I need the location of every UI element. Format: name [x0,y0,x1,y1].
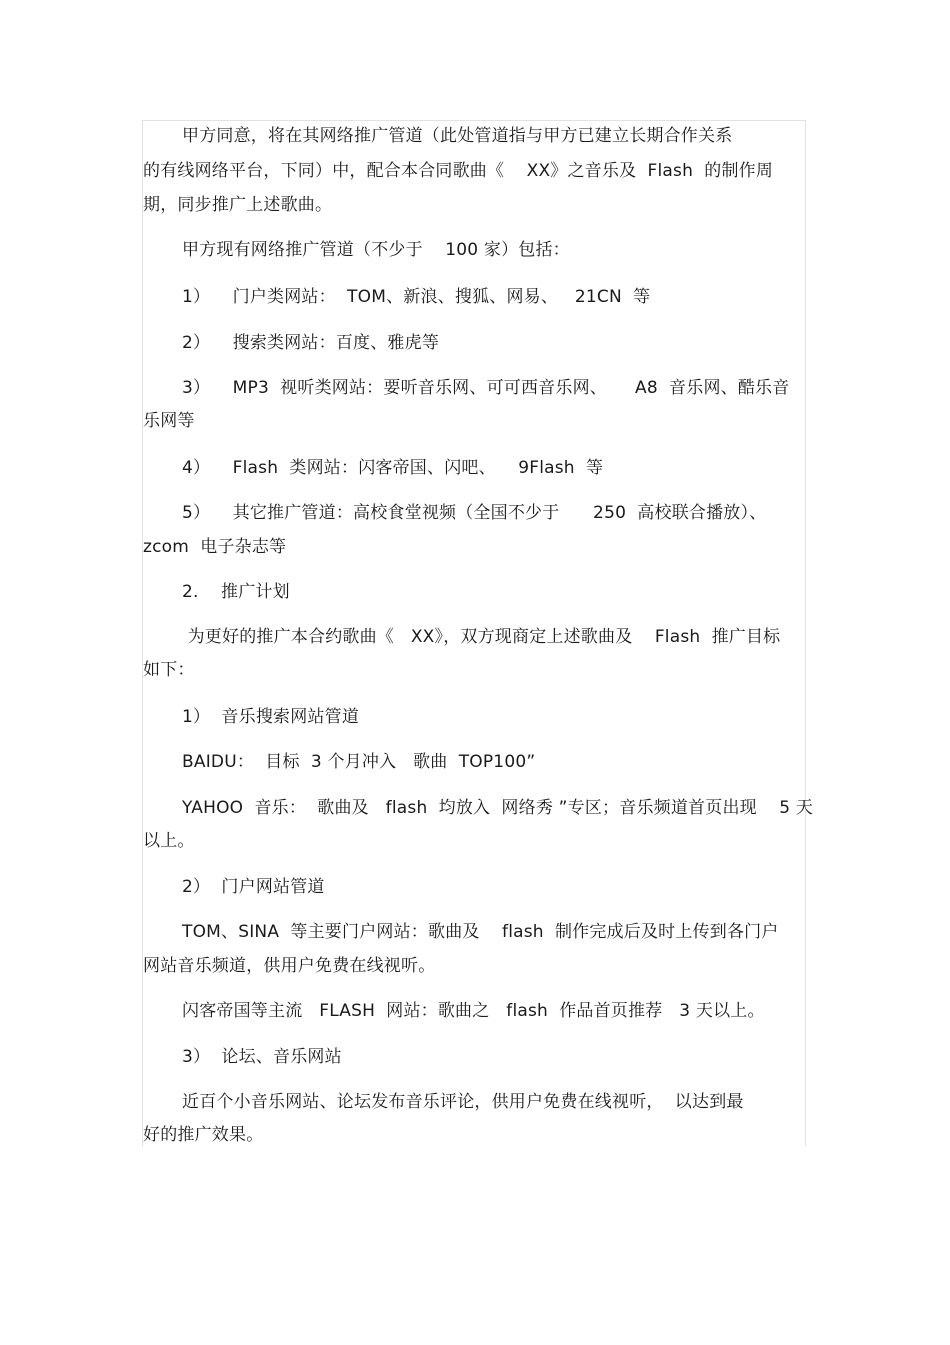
paragraph-line: 期，同步推广上述歌曲。 [143,195,333,215]
list-item: 3） MP3 视听类网站：要听音乐网、可可西音乐网、 A8 音乐网、酷乐音 [182,378,790,398]
paragraph-line: 以上。 [143,831,195,851]
paragraph-line: BAIDU： 目标 3 个月冲入 歌曲 TOP100” [182,752,536,772]
paragraph-line: 为更好的推广本合约歌曲《 XX》，双方现商定上述歌曲及 Flash 推广目标 [182,627,781,647]
paragraph-line: 好的推广效果。 [143,1125,264,1145]
paragraph-line: 甲方现有网络推广管道（不少于 100 家）包括： [182,240,570,260]
paragraph-line: YAHOO 音乐： 歌曲及 flash 均放入 网络秀 ”专区；音乐频道首页出现 5 天 [182,798,814,818]
subsection-heading: 1） 音乐搜索网站管道 [182,707,360,727]
paragraph-line: 甲方同意，将在其网络推广管道（此处管道指与甲方已建立长期合作关系 [182,126,733,146]
paragraph-line: 如下： [143,660,195,680]
list-item: 乐网等 [143,411,195,431]
list-item: 2） 搜索类网站：百度、雅虎等 [182,333,440,353]
list-item: 4） Flash 类网站：闪客帝国、闪吧、 9Flash 等 [182,458,604,478]
paragraph-line: 网站音乐频道，供用户免费在线视听。 [143,956,436,976]
paragraph-line: 的有线网络平台，下同）中，配合本合同歌曲《 XX》之音乐及 Flash 的制作周 [143,161,774,181]
subsection-heading: 3） 论坛、音乐网站 [182,1047,342,1067]
subsection-heading: 2） 门户网站管道 [182,877,325,897]
paragraph-line: 闪客帝国等主流 FLASH 网站：歌曲之 flash 作品首页推荐 3 天以上。 [182,1001,765,1021]
list-item: zcom 电子杂志等 [143,537,287,557]
paragraph-line: TOM、SINA 等主要门户网站：歌曲及 flash 制作完成后及时上传到各门户 [182,922,779,942]
list-item: 1） 门户类网站： TOM、新浪、搜狐、网易、 21CN 等 [182,287,651,307]
paragraph-line: 近百个小音乐网站、论坛发布音乐评论，供用户免费在线视听， 以达到最 [182,1092,744,1112]
list-item: 5） 其它推广管道：高校食堂视频（全国不少于 250 高校联合播放）、 [182,503,767,523]
section-heading: 2. 推广计划 [182,582,290,602]
